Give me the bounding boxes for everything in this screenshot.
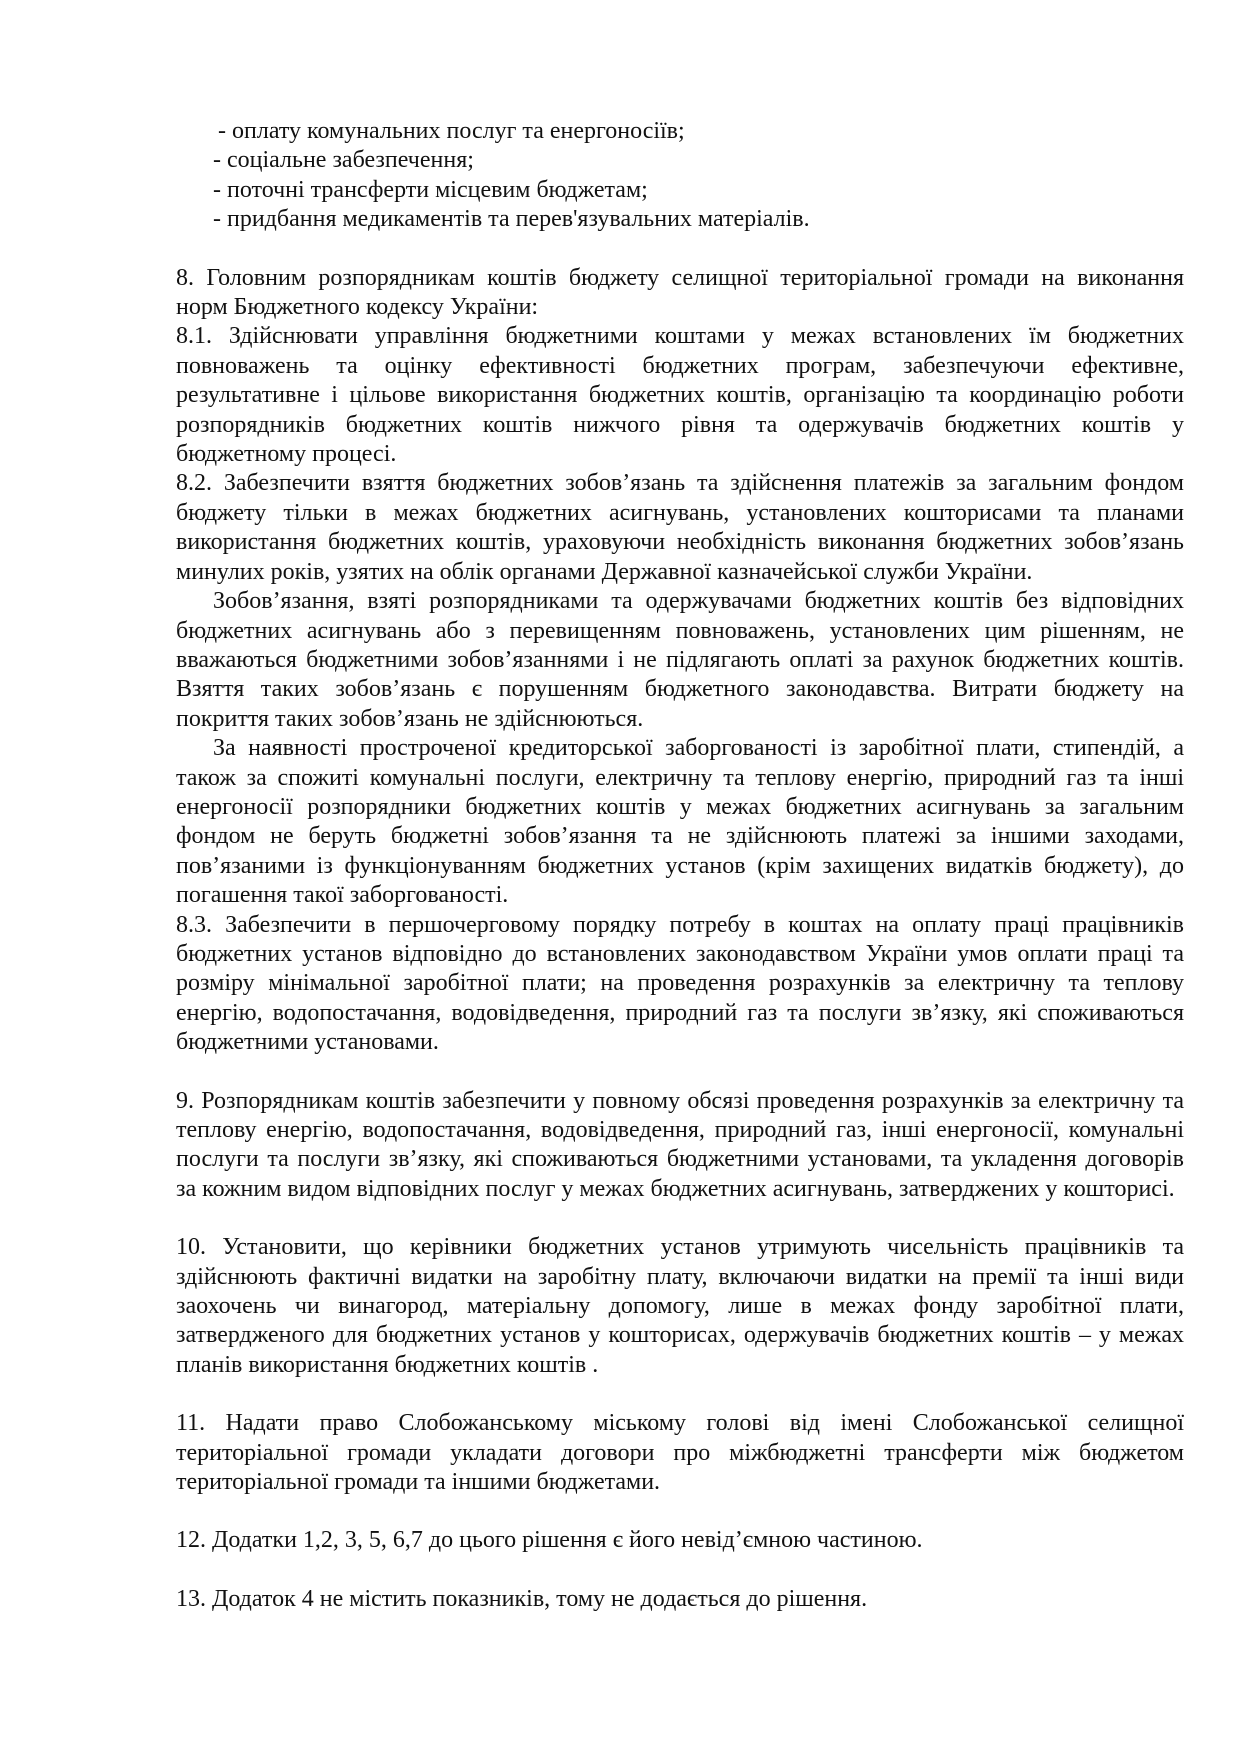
paragraph-9: 9. Розпорядникам коштів забезпечити у повному обсязі проведення розрахунків за електричну та теплову енергію, водопостачання, водовідведення, природний газ, інші енергоносії, комунальні послуги та послуги зв’язку, які споживаються бюджетними установами, та укладення договорів за кожним видом відповідних послуг у межах бюджетних асигнувань, затверджених у кошторисі. [176,1087,1184,1202]
paragraph-11: 11. Надати право Слобожанському міському голові від імені Слобожанської селищної територіальної громади укладати договори про міжбюджетні трансферти між бюджетом територіальної громади та іншими бюджетами. [176,1410,1184,1496]
paragraph-12: 12. Додатки 1,2, 3, 5, 6,7 до цього рішення є його невід’ємною частиною. [176,1527,923,1554]
paragraph-13: 13. Додаток 4 не містить показників, тому не додається до рішення. [176,1585,868,1612]
list-item: - поточні трансферти місцевим бюджетам; [213,176,648,203]
paragraph-8-2-obligations: Зобов’язання, взяті розпорядниками та одержувачами бюджетних коштів без відповідних бюджетних асигнувань або з перевищенням повноважень, установлених цим рішенням, не вважаються бюджетними зобов’язаннями і не підлягають оплаті за рахунок бюджетних коштів. Взяття таких зобов’язань є порушенням бюджетного законодавства. Витрати бюджету на покриття таких зобов’язань не здійснюються. [176,588,1184,732]
list-item: - соціальне забезпечення; [213,147,474,174]
paragraph-8-1: 8.1. Здійснювати управління бюджетними коштами у межах встановлених їм бюджетних повноважень та оцінку ефективності бюджетних програм, забезпечуючи ефективне, результативне і цільове використання бюджетних коштів, організацію та координацію роботи розпорядників бюджетних коштів нижчого рівня та одержувачів бюджетних коштів у бюджетному процесі. [176,323,1184,468]
list-item: - оплату комунальних послуг та енергоносіїв; [218,118,685,144]
list-item: - придбання медикаментів та перев'язувальних матеріалів. [213,206,810,233]
paragraph-8-3: 8.3. Забезпечити в першочерговому порядку потребу в коштах на оплату праці працівників бюджетних установ відповідно до встановлених законодавством України умов оплати праці та розміру мінімальної заробітної плати; на проведення розрахунків за електричну та теплову енергію, водопостачання, водовідведення, природний газ та послуги зв’язку, які споживаються бюджетними установами. [176,911,1184,1056]
paragraph-8-intro: 8. Головним розпорядникам коштів бюджету селищної територіальної громади на виконання норм Бюджетного кодексу України: [176,264,1184,321]
paragraph-8-2: 8.2. Забезпечити взяття бюджетних зобов’язань та здійснення платежів за загальним фондом бюджету тільки в межах бюджетних асигнувань, установлених кошторисами та планами використання бюджетних коштів, ураховуючи необхідність виконання бюджетних зобов’язань минулих років, узятих на облік органами Державної казначейської служби України. [176,470,1184,585]
paragraph-10: 10. Установити, що керівники бюджетних установ утримують чисельність працівників та здійснюють фактичні видатки на заробітну плату, включаючи видатки на премії та інші види заохочень чи винагород, матеріальну допомогу, лише в межах фонду заробітної плати, затвердженого для бюджетних установ у кошторисах, одержувачів бюджетних коштів – у межах планів використання бюджетних коштів . [176,1234,1184,1378]
paragraph-8-2-arrears: За наявності простроченої кредиторської заборгованості із заробітної плати, стипендій, а також за спожиті комунальні послуги, електричну та теплову енергію, природний газ та інші енергоносії розпорядники бюджетних коштів у межах бюджетних асигнувань за загальним фондом не беруть бюджетні зобов’язання та не здійснюють платежі за іншими заходами, пов’язаними із функціонуванням бюджетних установ (крім захищених видатків бюджету), до погашення такої заборгованості. [176,735,1184,909]
expense-list [176,117,1184,235]
document-body [176,117,1184,1614]
